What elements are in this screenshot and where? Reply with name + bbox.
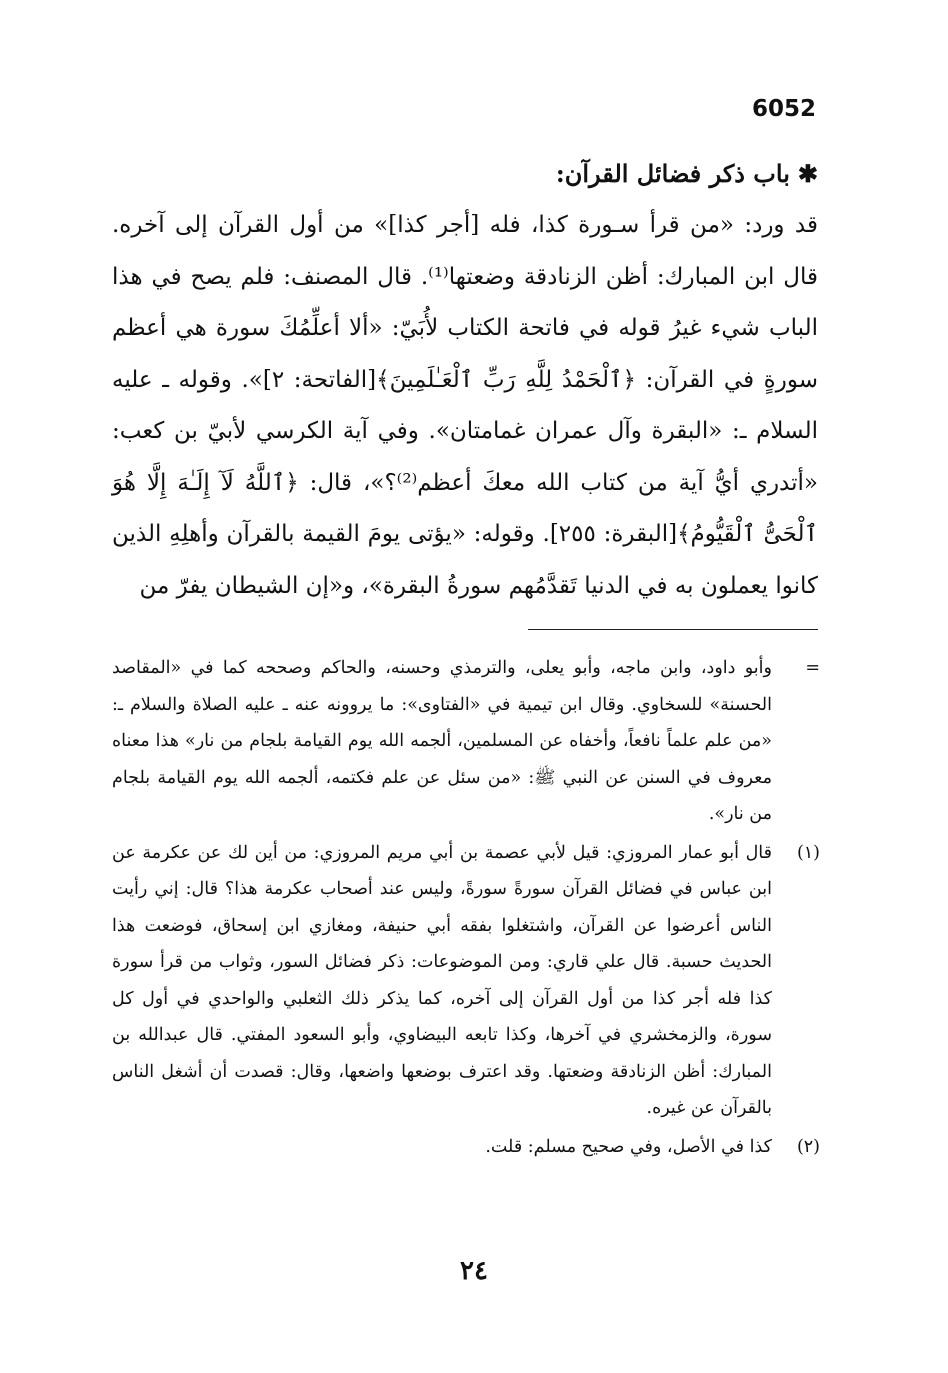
footnote-continuation (112, 650, 820, 833)
page-number-top: 6052 (751, 96, 816, 122)
star-icon: ✱ (797, 159, 818, 188)
footnote-divider (528, 629, 818, 630)
footnote-text: قال أبو عمار المروزي: قيل لأبي عصمة بن أبي مريم المروزي: من أين لك عن عكرمة عن ابن عباس في فضائل القرآن سورةً سورةً، وليس عند أصحاب عكرمة هذا؟ قال: إني رأيت الناس أعرضوا عن القرآن، واشتغلوا بفقه أبي حنيفة، ومغازي ابن إسحاق، فوضعت هذا الحديث حسبة. قال علي قاري: ومن الموضوعات: ذكر فضائل السور، وثواب من قرأ سورة كذا فله أجر كذا من أول القرآن إلى آخره، كما يذكر ذلك الثعلبي والواحدي في أول كل سورة، والزمخشري في آخرها، وكذا تابعه البيضاوي، وأبو السعود المفتي. قال عبدالله بن المبارك: أظن الزنادقة وضعتها. وقد اعترف بوضعها واضعها، وقال: قصدت أن أشغل الناس بالقرآن عن غيره. (112, 842, 772, 1118)
footnote-1 (112, 835, 820, 1127)
footnote-mark: (٢) (796, 1136, 820, 1157)
chapter-heading (112, 148, 818, 200)
page-number-bottom: ٢٤ (460, 1256, 488, 1286)
footnote-text: وأبو داود، وابن ماجه، وأبو يعلى، والترمذي وحسنه، والحاكم وصححه كما في «المقاصد الحسنة» للسخاوي. وقال ابن تيمية في «الفتاوى»: ما يروونه عنه ـ عليه الصلاة والسلام ـ: «من علم علماً نافعاً، وأخفاه عن المسلمين، ألجمه الله يوم القيامة بلجام من نار» هذا معناه معروف في السنن عن النبي ﷺ: «من سئل عن علم فكتمه، ألجمه الله يوم القيامة بلجام من نار». (112, 658, 772, 824)
main-paragraph: قد ورد: «من قرأ سـورة كذا، فله [أجر كذا]» من أول القرآن إلى آخره. قال ابن المبارك: أظن الزنادقة وضعتها⁽¹⁾. قال المصنف: فلم يصح في هذا الباب شيء غيرُ قوله في فاتحة الكتاب لأُبَيّ: «ألا أعلِّمُكَ سورة هي أعظم سورةٍ في القرآن: ﴿ٱلْحَمْدُ لِلَّهِ رَبِّ ٱلْعَـٰلَمِينَ﴾[الفاتحة: ٢]». وقوله ـ عليه السلام ـ: «البقرة وآل عمران غمامتان». وفي آية الكرسي لأبيّ بن كعب: «أتدري أيُّ آية من كتاب الله معكَ أعظم⁽²⁾؟»، قال: ﴿ٱللَّهُ لَآ إِلَـٰهَ إِلَّا هُوَ ٱلْحَىُّ ٱلْقَيُّومُ﴾[البقرة: ٢٥٥]. وقوله: «يؤتى يومَ القيمة بالقرآن وأهلِهِ الذين كانوا يعملون به في الدنيا تَقدَّمُهم سورةُ البقرة»، و«إن الشيطان يفرّ من (112, 212, 819, 599)
footnotes-section (112, 650, 820, 1167)
footnote-mark: (١) (796, 842, 820, 863)
chapter-title: باب ذكر فضائل القرآن: (555, 159, 790, 188)
footnote-mark: = (805, 658, 820, 678)
footnote-text: كذا في الأصل، وفي صحيح مسلم: قلت. (485, 1136, 772, 1157)
main-content (112, 148, 818, 612)
footnote-2 (112, 1129, 820, 1166)
